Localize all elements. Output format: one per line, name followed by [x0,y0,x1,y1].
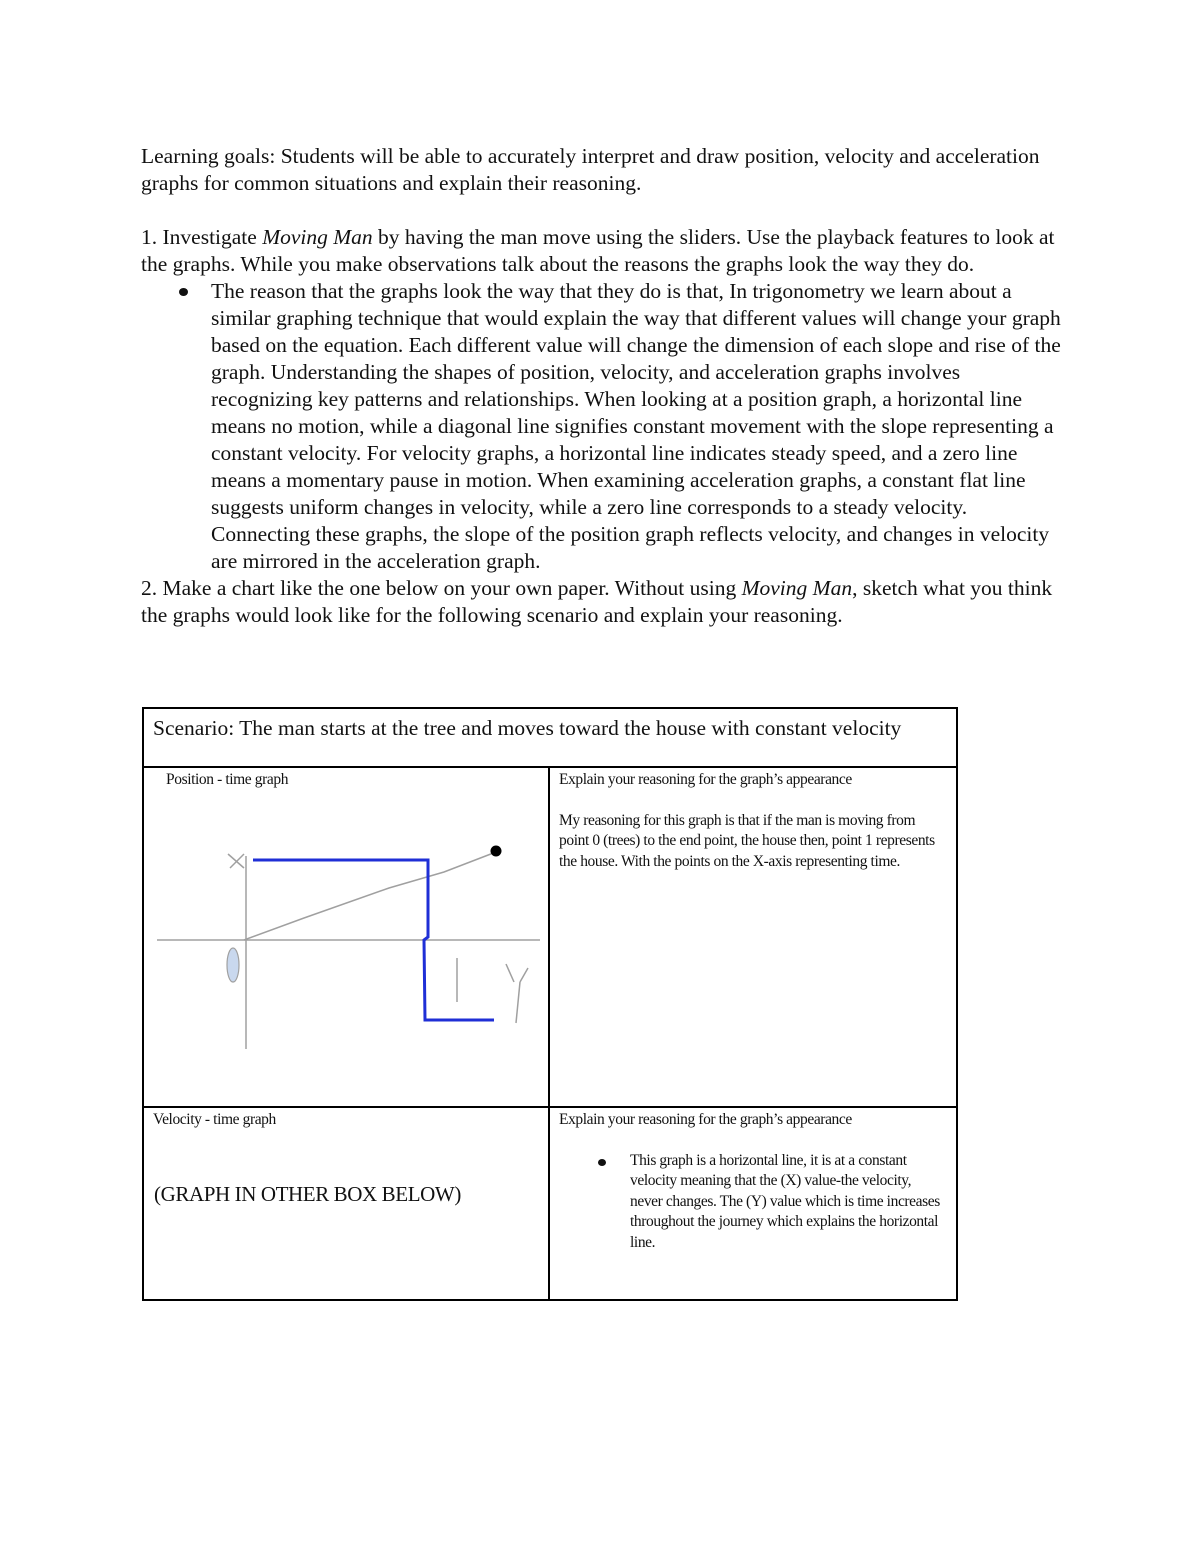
q1-prefix: 1. Investigate [141,225,263,249]
velocity-graph-cell [143,1107,549,1300]
bullet-icon [179,288,188,296]
velocity-reasoning-item [550,1151,956,1254]
bullet-icon [598,1159,606,1166]
q2-italic: Moving Man [741,576,853,600]
scenario-cell: Scenario: The man starts at the tree and moves toward the house with constant velocity [143,708,957,767]
diagonal-line [244,852,496,940]
position-sketch [144,768,548,1106]
y-mark-icon [516,982,520,1023]
position-header: Position - time graph [166,771,289,788]
y-mark-icon [520,968,528,982]
velocity-reasoning-cell [549,1107,957,1300]
position-graph-cell [143,767,549,1107]
q1-suffix: by having the man move using the sliders. Use the playback features to look at the graphs. While you make observations talk about the reasons the graphs look the way they do. [141,225,1055,276]
y-mark-icon [506,964,514,982]
q2-suffix: , sketch what you think the graphs would look like for the following scenario and explain your reasoning. [141,576,1053,627]
q2-prefix: 2. Make a chart like the one below on your own paper. Without using [141,576,742,600]
velocity-note: (GRAPH IN OTHER BOX BELOW) [154,1182,461,1206]
end-point-icon [491,846,502,857]
zero-oval-icon [227,948,239,982]
question-2 [141,575,1066,629]
scenario-chart [142,707,958,1301]
q1-answer-list [141,278,1066,575]
velocity-header: Velocity - time graph [153,1111,276,1128]
learning-goals: Learning goals: Students will be able to accurately interpret and draw position, velocity and acceleration graphs for common situations and explain their reasoning. [141,144,1040,195]
position-reasoning-cell [549,767,957,1107]
velocity-reasoning-text: This graph is a horizontal line, it is at a constant velocity meaning that the (X) value-the velocity, never changes. The (Y) value which is time increases throughout the journey which explains the horizontal line. [630,1151,940,1251]
q1-answer [141,278,1066,575]
question-1 [141,224,1066,278]
velocity-explain-header: Explain your reasoning for the graph’s appearance [559,1111,852,1128]
q1-answer-text: The reason that the graphs look the way that they do is that, In trigonometry we learn about a similar graphing technique that would explain the way that different values will change your graph based on the equation. Each different value will change the dimension of each slope and rise of the graph. Understanding the shapes of position, velocity, and acceleration graphs involves recognizing key patterns and relationships. When looking at a position graph, a horizontal line means no motion, while a diagonal line signifies constant movement with the slope representing a constant velocity. For velocity graphs, a horizontal line indicates steady speed, and a zero line means a momentary pause in motion. When examining acceleration graphs, a constant flat line suggests uniform changes in velocity, while a zero line corresponds to a steady velocity. Connecting these graphs, the slope of the position graph reflects velocity, and changes in velocity are mirrored in the acceleration graph. [211,279,1061,573]
position-explain-header: Explain your reasoning for the graph’s appearance [559,771,852,788]
q1-italic: Moving Man [262,225,373,249]
position-reasoning-text: My reasoning for this graph is that if the man is moving from point 0 (trees) to the end point, the house then, point 1 represents the house. With the points on the X-axis representing time. [559,811,935,870]
worksheet-text [141,143,1066,629]
